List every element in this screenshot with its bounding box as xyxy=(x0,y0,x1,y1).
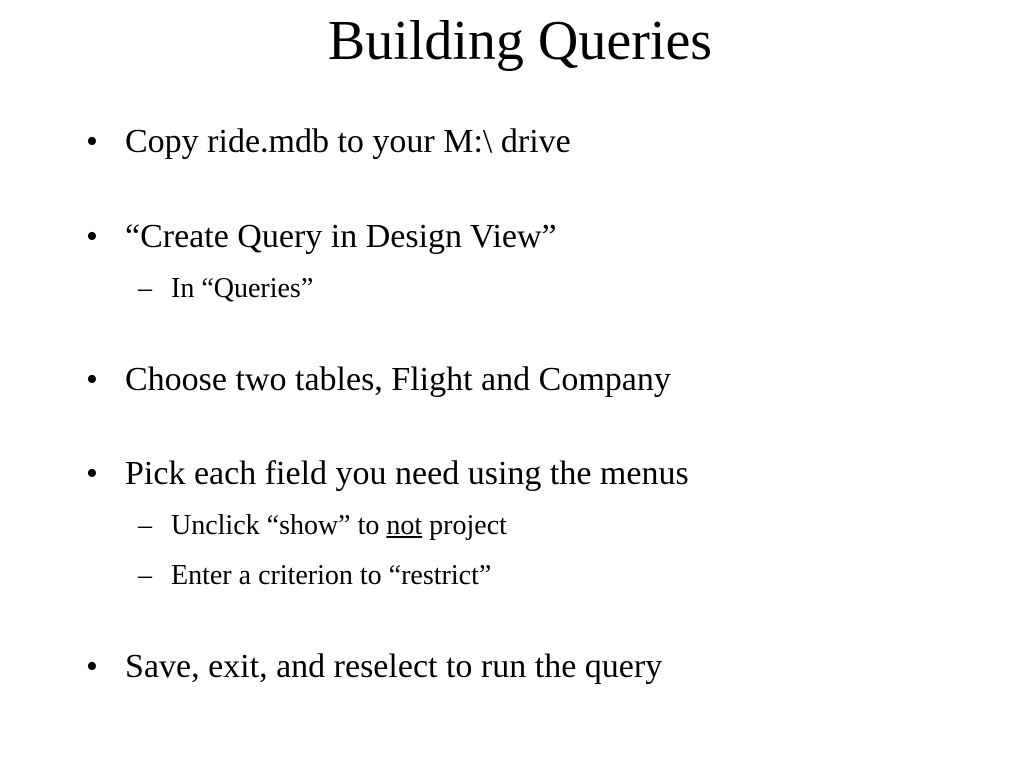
sub-bullet-marker: – xyxy=(138,560,152,591)
bullet-item xyxy=(86,454,689,494)
bullet-item xyxy=(86,360,671,400)
bullet-marker: • xyxy=(86,455,98,492)
bullet-item xyxy=(86,122,571,162)
bullet-text: Copy ride.mdb to your M:\ drive xyxy=(125,123,571,160)
bullet-marker: • xyxy=(86,648,98,685)
bullet-text: “Create Query in Design View” xyxy=(125,218,557,255)
bullet-item xyxy=(86,647,662,687)
bullet-text: Choose two tables, Flight and Company xyxy=(125,361,671,398)
underlined-word: not xyxy=(386,510,423,541)
bullet-marker: • xyxy=(86,218,98,255)
sub-bullet-text-after: project xyxy=(422,510,507,541)
sub-bullet-item xyxy=(138,272,313,306)
slide-title: Building Queries xyxy=(327,10,713,72)
bullet-marker: • xyxy=(86,123,98,160)
sub-bullet-item xyxy=(138,559,491,593)
sub-bullet-text-before: Unclick “show” to xyxy=(171,510,387,541)
sub-bullet-text: In “Queries” xyxy=(171,273,314,304)
bullet-text: Pick each field you need using the menus xyxy=(125,455,689,492)
bullet-item xyxy=(86,217,557,257)
sub-bullet-marker: – xyxy=(138,510,152,541)
sub-bullet-text: Enter a criterion to “restrict” xyxy=(171,560,492,591)
sub-bullet-item xyxy=(138,509,507,543)
bullet-text: Save, exit, and reselect to run the query xyxy=(125,648,663,685)
sub-bullet-marker: – xyxy=(138,273,152,304)
bullet-marker: • xyxy=(86,361,98,398)
